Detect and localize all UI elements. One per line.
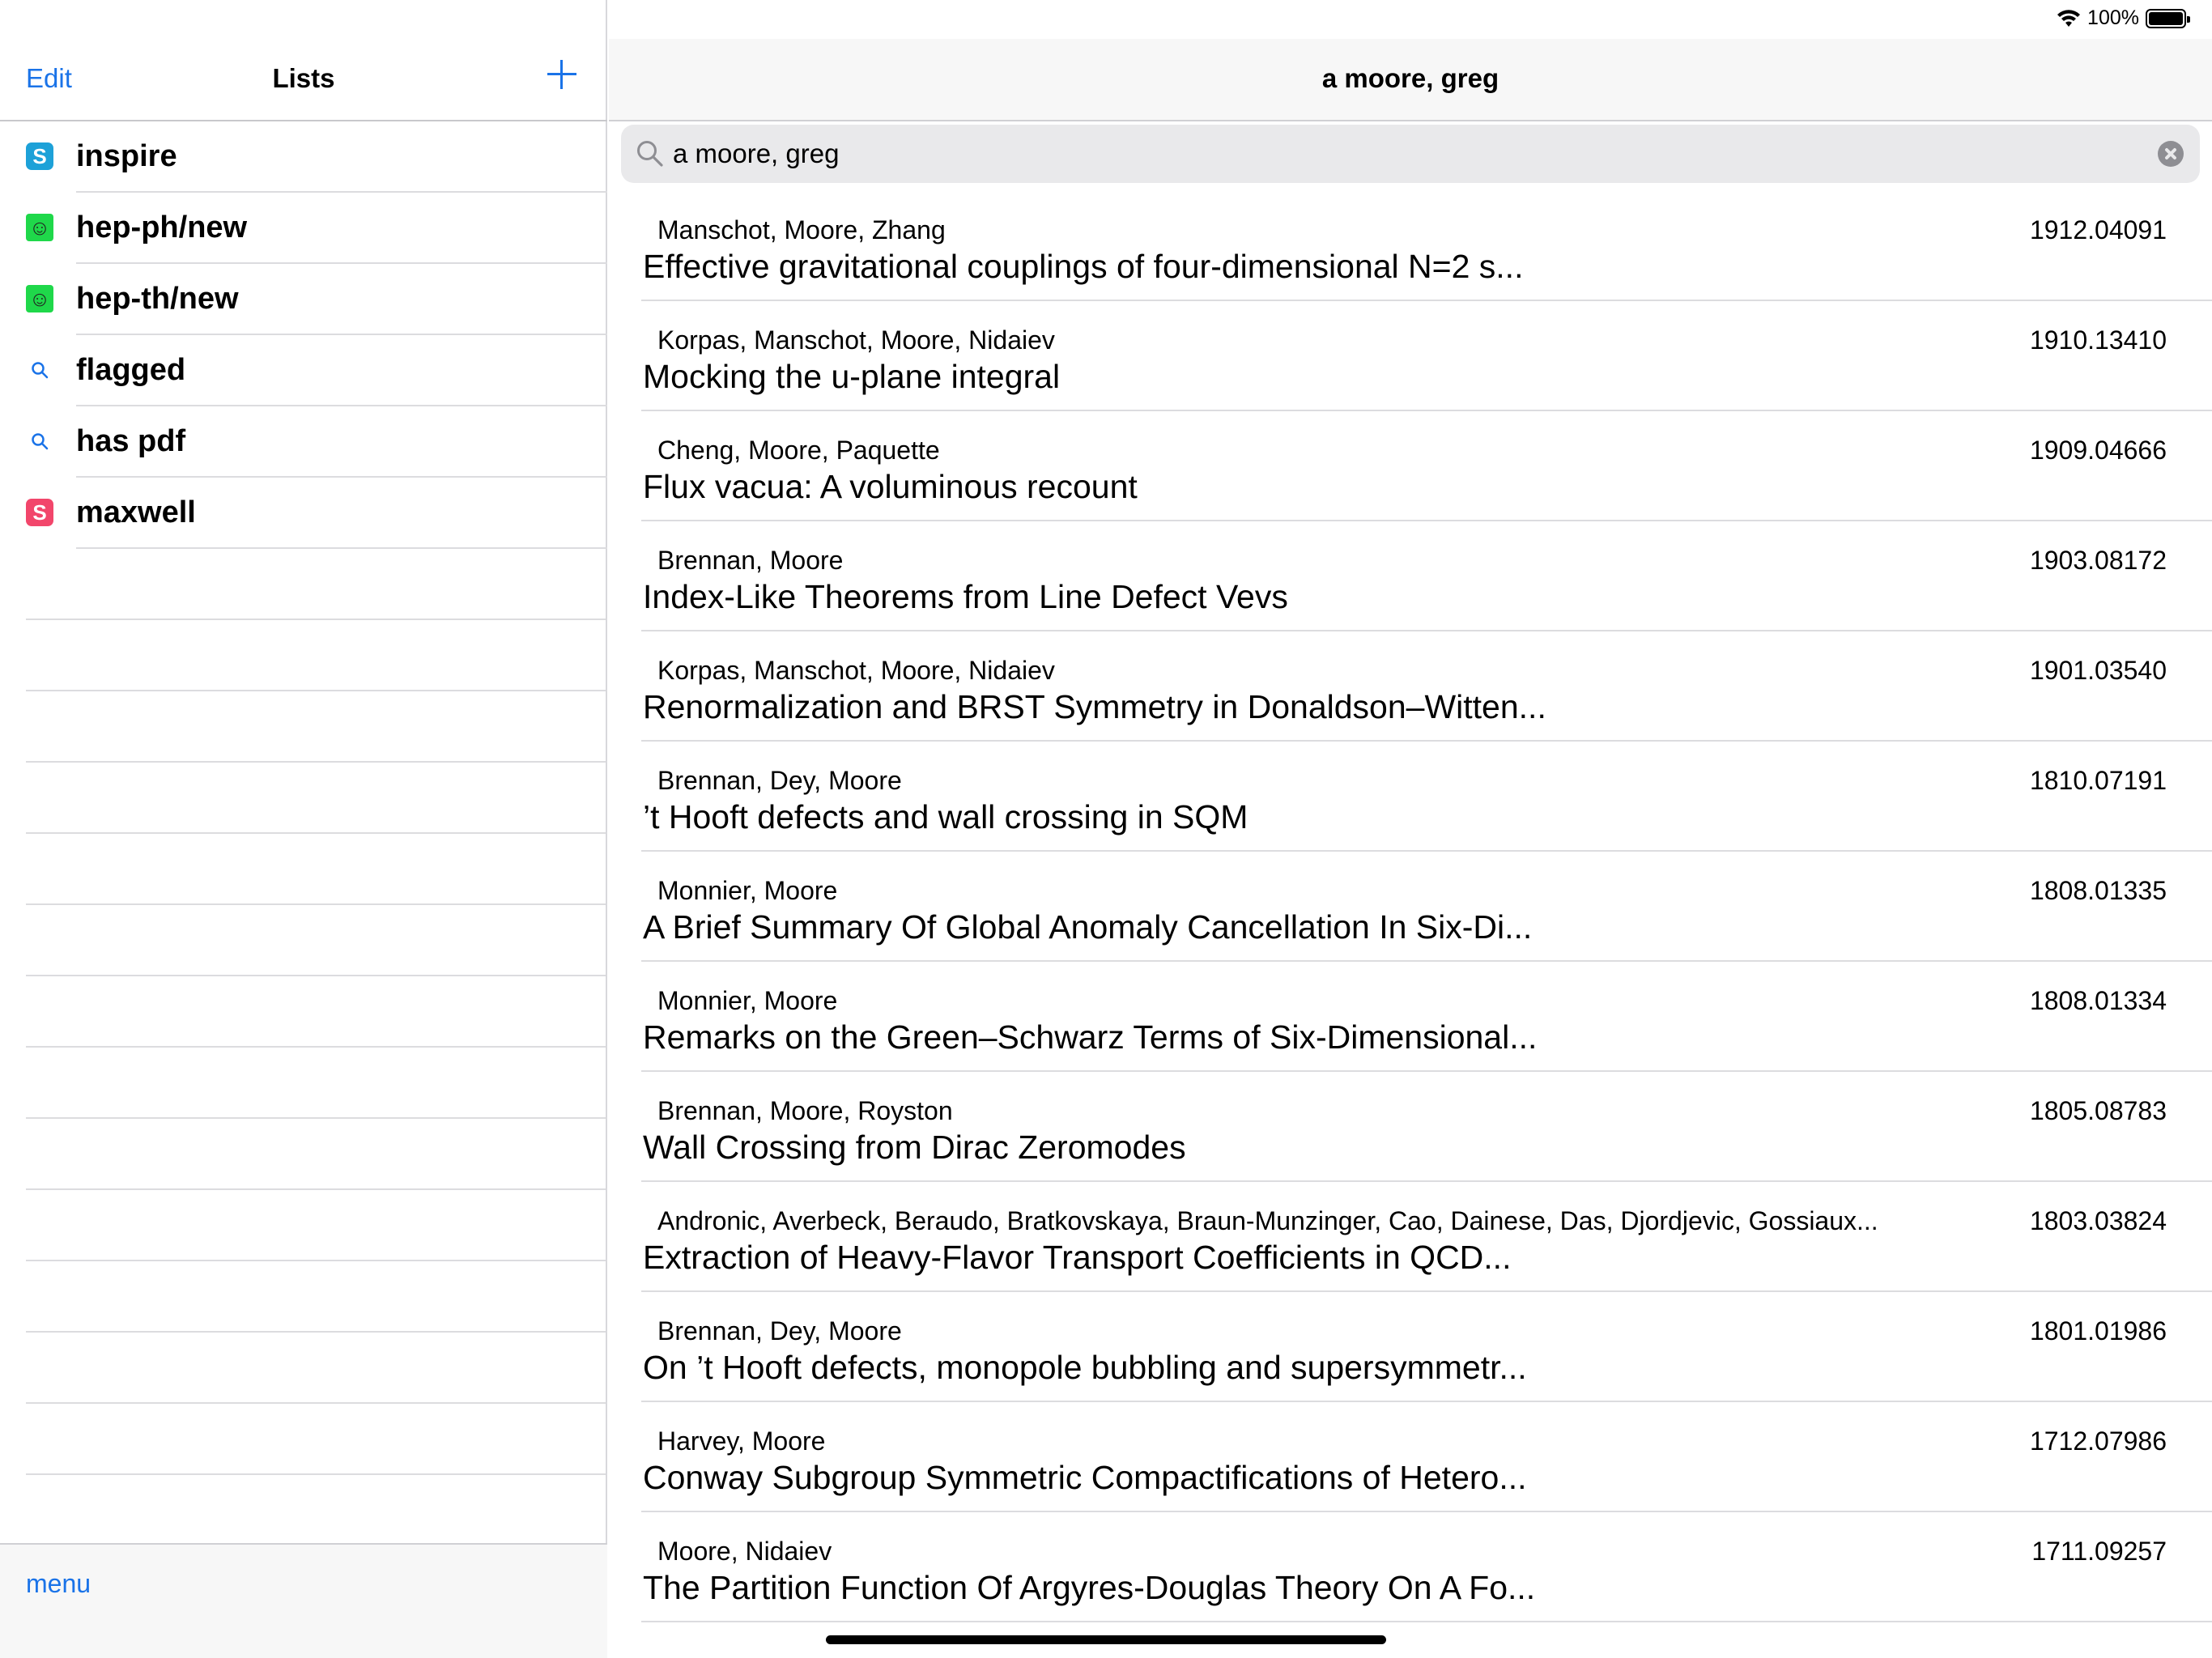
list-item[interactable] [609, 411, 2212, 521]
search-icon [26, 356, 53, 384]
paper-title: Mocking the u-plane integral [643, 358, 1061, 395]
paper-authors: Korpas, Manschot, Moore, Nidaiev [657, 656, 1055, 685]
paper-title: Wall Crossing from Dirac Zeromodes [643, 1129, 1186, 1166]
lists [0, 121, 607, 549]
paper-arxiv-id: 1803.03824 [2029, 1206, 2167, 1235]
paper-title: On ’t Hooft defects, monopole bubbling and supersymmetr... [643, 1349, 1527, 1386]
sidebar-item-maxwell[interactable] [0, 478, 607, 549]
sidebar-item-label: hep-ph/new [76, 210, 248, 244]
sidebar-item-flagged[interactable] [0, 335, 607, 406]
paper-authors: Brennan, Moore, Royston [657, 1096, 953, 1125]
sidebar-item-label: hep-th/new [76, 282, 239, 316]
sidebar-footer [0, 1543, 607, 1658]
search-input[interactable] [673, 125, 2114, 183]
plus-icon[interactable] [546, 58, 578, 91]
sidebar-item-label: flagged [76, 353, 186, 387]
paper-authors: Manschot, Moore, Zhang [657, 215, 946, 244]
paper-title: Effective gravitational couplings of four-dimensional N=2 s... [643, 248, 1524, 285]
sidebar-item-hep-ph-new[interactable] [0, 193, 607, 264]
list-item[interactable] [609, 191, 2212, 301]
list-item[interactable] [609, 1292, 2212, 1402]
main-header [609, 39, 2212, 121]
list-item[interactable] [609, 521, 2212, 631]
sidebar-item-hep-th-new[interactable] [0, 264, 607, 335]
paper-authors: Brennan, Dey, Moore [657, 1316, 902, 1346]
list-item[interactable] [609, 631, 2212, 742]
paper-authors: Monnier, Moore [657, 986, 838, 1015]
paper-title: Renormalization and BRST Symmetry in Donaldson–Witten... [643, 688, 1546, 725]
paper-authors: Brennan, Dey, Moore [657, 766, 902, 795]
search-icon [636, 139, 665, 168]
paper-title: Extraction of Heavy-Flavor Transport Coefficients in QCD... [643, 1239, 1512, 1276]
page-title: a moore, greg [1321, 63, 1499, 93]
empty-rows [26, 549, 606, 1475]
paper-title: A Brief Summary Of Global Anomaly Cancellation In Six-Di... [643, 908, 1533, 946]
sidebar-item-label: has pdf [76, 424, 186, 458]
list-item[interactable] [609, 742, 2212, 852]
home-indicator[interactable] [826, 1635, 1386, 1644]
sidebar-item-label: inspire [76, 139, 177, 173]
paper-authors: Andronic, Averbeck, Beraudo, Bratkovskaya, Braun-Munzinger, Cao, Dainese, Das, Djordjevic, Gossiaux... [657, 1206, 1878, 1235]
list-item[interactable] [609, 1402, 2212, 1512]
paper-arxiv-id: 1810.07191 [2029, 766, 2167, 795]
sidebar-item-label: maxwell [76, 495, 196, 529]
sidebar-header [0, 39, 607, 121]
paper-authors: Korpas, Manschot, Moore, Nidaiev [657, 325, 1055, 355]
main-pane [609, 0, 2212, 1658]
paper-arxiv-id: 1808.01334 [2029, 986, 2167, 1015]
paper-arxiv-id: 1903.08172 [2029, 546, 2167, 575]
paper-arxiv-id: 1711.09257 [2031, 1537, 2167, 1566]
paper-arxiv-id: 1910.13410 [2029, 325, 2167, 355]
smiley-icon [26, 214, 53, 241]
menu-button[interactable]: menu [26, 1569, 91, 1598]
paper-title: Conway Subgroup Symmetric Compactifications of Hetero... [643, 1459, 1527, 1496]
list-item[interactable] [609, 1182, 2212, 1292]
search-bar [621, 125, 2200, 183]
list-item[interactable] [609, 1512, 2212, 1622]
paper-arxiv-id: 1801.01986 [2029, 1316, 2167, 1346]
list-item[interactable] [609, 1072, 2212, 1182]
inspire-icon [26, 142, 53, 170]
paper-arxiv-id: 1901.03540 [2029, 656, 2167, 685]
paper-list [609, 191, 2212, 1622]
paper-arxiv-id: 1909.04666 [2029, 436, 2167, 465]
search-icon [26, 427, 53, 455]
maxwell-icon [26, 499, 53, 526]
list-item[interactable] [609, 301, 2212, 411]
sidebar [0, 0, 607, 1658]
clear-icon[interactable] [2158, 141, 2184, 167]
paper-arxiv-id: 1912.04091 [2029, 215, 2167, 244]
sidebar-item-has-pdf[interactable] [0, 406, 607, 478]
smiley-icon [26, 285, 53, 312]
battery-percent: 100% [2087, 6, 2139, 29]
sidebar-item-inspire[interactable] [0, 121, 607, 193]
paper-arxiv-id: 1808.01335 [2029, 876, 2167, 905]
paper-title: Index-Like Theorems from Line Defect Vevs [643, 578, 1288, 615]
edit-button[interactable]: Edit [26, 63, 72, 93]
list-item[interactable] [609, 852, 2212, 962]
paper-authors: Brennan, Moore [657, 546, 844, 575]
paper-authors: Harvey, Moore [657, 1426, 826, 1456]
paper-arxiv-id: 1805.08783 [2029, 1096, 2167, 1125]
paper-title: Flux vacua: A voluminous recount [643, 468, 1138, 505]
paper-title: Remarks on the Green–Schwarz Terms of Six-Dimensional... [643, 1018, 1538, 1056]
paper-title: The Partition Function Of Argyres-Douglas Theory On A Fo... [643, 1569, 1536, 1606]
list-item[interactable] [609, 962, 2212, 1072]
paper-authors: Cheng, Moore, Paquette [657, 436, 940, 465]
paper-authors: Monnier, Moore [657, 876, 838, 905]
paper-authors: Moore, Nidaiev [657, 1537, 832, 1566]
sidebar-title: Lists [272, 63, 335, 93]
paper-title: ’t Hooft defects and wall crossing in SQM [643, 798, 1249, 835]
paper-arxiv-id: 1712.07986 [2029, 1426, 2167, 1456]
